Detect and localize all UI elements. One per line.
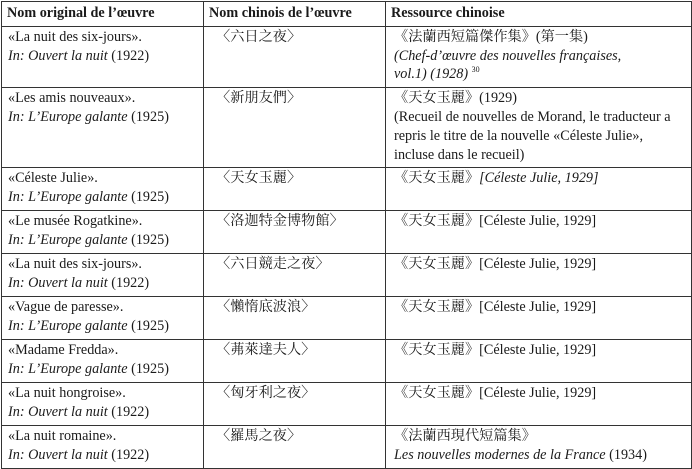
resource-cell	[386, 254, 692, 297]
original-title-cell	[2, 426, 204, 469]
source-work: Ouvert la nuit	[28, 275, 108, 292]
source-work: L’Europe galante	[28, 189, 128, 206]
chinese-title-cell	[204, 254, 386, 297]
chinese-title-cell	[204, 426, 386, 469]
source-work: Ouvert la nuit	[28, 404, 108, 421]
table-row	[2, 168, 692, 211]
original-title: «Madame Fredda».	[8, 342, 119, 359]
resource-chinese: 《天女玉麗》	[394, 299, 480, 316]
source-line: In: Ouvert la nuit (1922)	[8, 404, 150, 421]
resource-note: (Recueil de nouvelles de Morand, le traducteur a repris le titre de la nouvelle «Céleste Julie», incluse dans le recueil)	[394, 108, 671, 163]
resource-bracket: [Céleste Julie, 1929]	[479, 299, 597, 316]
resource-bracket: [Céleste Julie, 1929]	[479, 213, 597, 230]
resource-cell	[386, 211, 692, 254]
chinese-title: 〈羅馬之夜〉	[216, 428, 302, 445]
table-row	[2, 383, 692, 426]
source-year: (1922)	[111, 47, 150, 64]
resource-bracket: [Céleste Julie, 1929]	[479, 170, 599, 187]
original-title: «Céleste Julie».	[8, 170, 98, 187]
chinese-title-cell	[204, 211, 386, 254]
source-line: In: Ouvert la nuit (1922)	[8, 447, 150, 464]
original-title-cell	[2, 340, 204, 383]
original-title-cell	[2, 211, 204, 254]
resource-french-title: Les nouvelles modernes de la France	[394, 447, 606, 464]
original-title-cell	[2, 254, 204, 297]
source-year: (1925)	[131, 108, 169, 125]
resource-cell	[386, 383, 692, 426]
resource-year: (1934)	[609, 447, 647, 464]
resource-volume: vol.1) (1928) $^{30}$	[394, 64, 480, 83]
source-work: L’Europe galante	[28, 318, 128, 335]
source-year: (1922)	[111, 275, 150, 292]
source-work: L’Europe galante	[28, 232, 128, 249]
chinese-title-cell	[204, 297, 386, 340]
header-original-title: Nom original de l’œuvre	[2, 2, 204, 27]
source-year: (1925)	[131, 189, 169, 206]
table-row	[2, 340, 692, 383]
table-row	[2, 88, 692, 168]
chinese-title-cell	[204, 26, 386, 87]
resource-cell	[386, 426, 692, 469]
resource-cell	[386, 340, 692, 383]
resource-bracket: [Céleste Julie, 1929]	[479, 342, 597, 359]
original-title: «La nuit des six-jours».	[8, 28, 142, 45]
original-title: «Vague de paresse».	[8, 299, 124, 316]
resource-chinese: 《天女玉麗》	[394, 213, 480, 230]
chinese-title-cell	[204, 168, 386, 211]
resource-bracket: [Céleste Julie, 1929]	[479, 256, 597, 273]
resource-chinese: 《法蘭西現代短篇集》	[394, 428, 536, 445]
source-line: In: L’Europe galante (1925)	[8, 189, 169, 206]
source-year: (1922)	[111, 404, 150, 421]
source-work: L’Europe galante	[28, 108, 128, 125]
resource-chinese: 《天女玉麗》	[394, 170, 480, 187]
source-work: L’Europe galante	[28, 361, 128, 378]
original-title: «La nuit hongroise».	[8, 385, 126, 402]
original-title: «Les amis nouveaux».	[8, 90, 136, 107]
resource-chinese: 《天女玉麗》	[394, 342, 480, 359]
original-title-cell	[2, 26, 204, 87]
chinese-title-cell	[204, 88, 386, 168]
source-line: In: L’Europe galante (1925)	[8, 318, 169, 335]
original-title-cell	[2, 297, 204, 340]
source-work: Ouvert la nuit	[28, 447, 108, 464]
table-row	[2, 211, 692, 254]
original-title: «Le musée Rogatkine».	[8, 213, 143, 230]
source-line: In: L’Europe galante (1925)	[8, 361, 169, 378]
original-title-cell	[2, 168, 204, 211]
resource-chinese: 《天女玉麗》(1929)	[394, 90, 517, 107]
resource-cell	[386, 26, 692, 87]
chinese-title-cell	[204, 340, 386, 383]
resource-bracket: [Céleste Julie, 1929]	[479, 385, 597, 402]
source-work: Ouvert la nuit	[28, 47, 108, 64]
source-line: In: Ouvert la nuit (1922)	[8, 275, 150, 292]
source-line: In: L’Europe galante (1925)	[8, 232, 169, 249]
chinese-title: 〈六日之夜〉	[216, 28, 302, 45]
header-chinese-resource: Ressource chinoise	[386, 2, 692, 27]
chinese-title: 〈匈牙利之夜〉	[216, 385, 316, 402]
original-title: «La nuit romaine».	[8, 428, 117, 445]
chinese-title: 〈洛迦特金博物館〉	[216, 213, 344, 230]
source-year: (1925)	[131, 232, 169, 249]
resource-chinese: 《天女玉麗》	[394, 256, 480, 273]
table-row	[2, 297, 692, 340]
chinese-title: 〈茀萊達夫人〉	[216, 342, 316, 359]
resource-chinese: 《天女玉麗》	[394, 385, 480, 402]
original-title-cell	[2, 383, 204, 426]
table-row	[2, 26, 692, 87]
resource-cell	[386, 88, 692, 168]
source-year: (1925)	[131, 361, 169, 378]
original-title: «La nuit des six-jours».	[8, 256, 142, 273]
source-line: In: Ouvert la nuit (1922)	[8, 47, 150, 64]
source-line: In: L’Europe galante (1925)	[8, 108, 169, 125]
original-title-cell	[2, 88, 204, 168]
source-year: (1925)	[131, 318, 169, 335]
chinese-title: 〈六日競走之夜〉	[216, 256, 330, 273]
resource-cell	[386, 297, 692, 340]
footnote-marker: 30	[471, 64, 480, 74]
table-row	[2, 254, 692, 297]
resource-cell	[386, 168, 692, 211]
chinese-title: 〈新朋友們〉	[216, 90, 302, 107]
header-chinese-title: Nom chinois de l’œuvre	[204, 2, 386, 27]
resource-chinese: 《法蘭西短篇傑作集》(第一集)	[394, 28, 588, 45]
chinese-title: 〈天女玉麗〉	[216, 170, 302, 187]
source-year: (1922)	[111, 447, 150, 464]
translations-table	[1, 1, 692, 469]
chinese-title-cell	[204, 383, 386, 426]
resource-french-title: (Chef-d’œuvre des nouvelles françaises,	[394, 47, 622, 64]
chinese-title: 〈懶惰底波浪〉	[216, 299, 316, 316]
header-row	[2, 2, 692, 27]
table-row	[2, 426, 692, 469]
